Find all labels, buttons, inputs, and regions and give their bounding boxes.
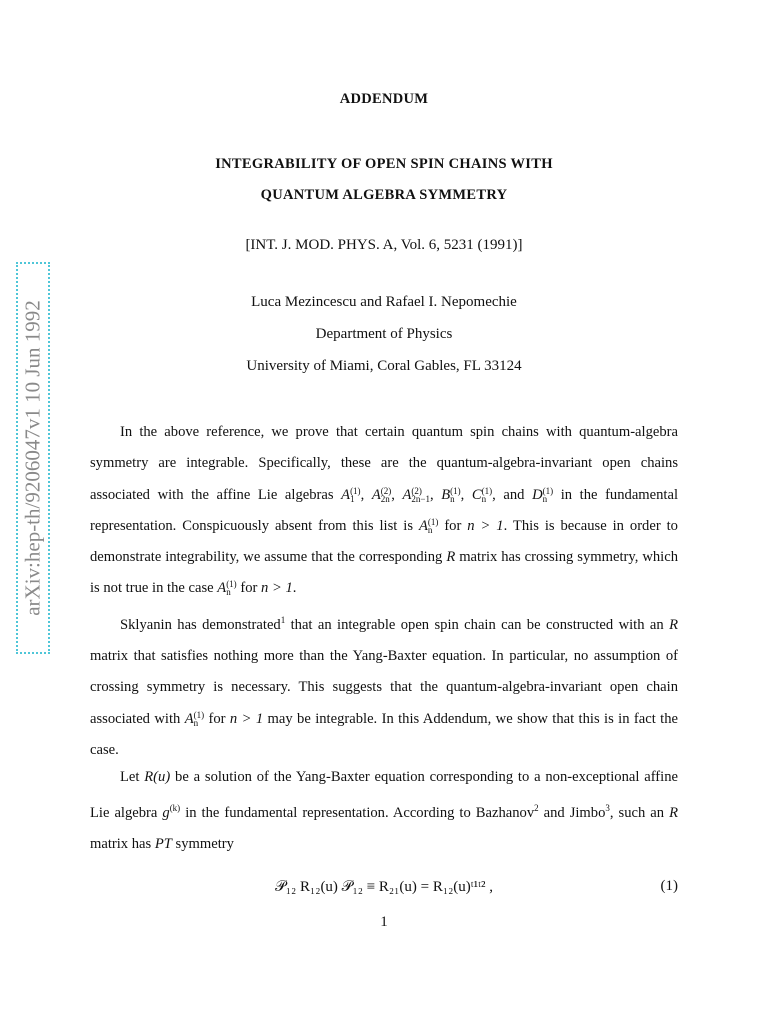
author-names: Luca Mezincescu and Rafael I. Nepomechie	[251, 294, 517, 310]
paragraph-1: In the above reference, we prove that certain quantum spin chains with quantum-algebra symmetry are integrable. Specifically, these are the quantum-algebra-invariant open chains associated with the affine Lie algebras A (1) 1 , A (2) 2n , A (2) 2n−1 , B (1) n , C (1) n , and D (1) n in the fundamental representation. Conspicuously absent from this list is A (1) n for n > 1. This is because in order to demonstrate integrability, we assume that the corresponding R matrix has crossing symmetry, which is not true in the case A (1) n for n > 1.	[90, 424, 679, 598]
equation-body: 𝒫₁₂ R₁₂(u) 𝒫₁₂ ≡ R₂₁(u) = R₁₂(u)ᵗ¹ᵗ² ,	[274, 879, 494, 895]
department: Department of Physics	[315, 326, 453, 342]
arxiv-identifier: arXiv:hep-th/9206047v1 10 Jun 1992	[20, 300, 45, 616]
title-line-2: QUANTUM ALGEBRA SYMMETRY	[260, 187, 508, 203]
paragraph-2: Sklyanin has demonstrated$^1$ that an integrable open spin chain can be constructed with an R matrix that satisfies nothing more than the Yang-Baxter equation. In particular, no assumption of crossing symmetry is necessary. This suggests that the quantum-algebra-invariant open chain associated with A (1) n for n > 1 may be integrable. In this Addendum, we show that this is in fact the case.	[90, 615, 678, 759]
title-line-1: INTEGRABILITY OF OPEN SPIN CHAINS WITH	[215, 156, 553, 172]
university: University of Miami, Coral Gables, FL 33124	[246, 358, 522, 374]
equation-number: (1)	[660, 878, 678, 894]
arxiv-stamp	[16, 262, 50, 654]
paragraph-3: Let R(u) be a solution of the Yang-Baxter equation corresponding to a non-exceptional affine Lie algebra $g^{(k)}$ in the fundamental representation. According to Bazhanov$^2$ and Jimbo$^3$, such an R matrix has PT symmetry	[90, 769, 678, 853]
journal-reference: [INT. J. MOD. PHYS. A, Vol. 6, 5231 (1991)]	[245, 237, 523, 253]
addendum-heading: ADDENDUM	[339, 91, 429, 107]
page-number: 1	[380, 914, 388, 930]
equation-1	[90, 876, 678, 904]
